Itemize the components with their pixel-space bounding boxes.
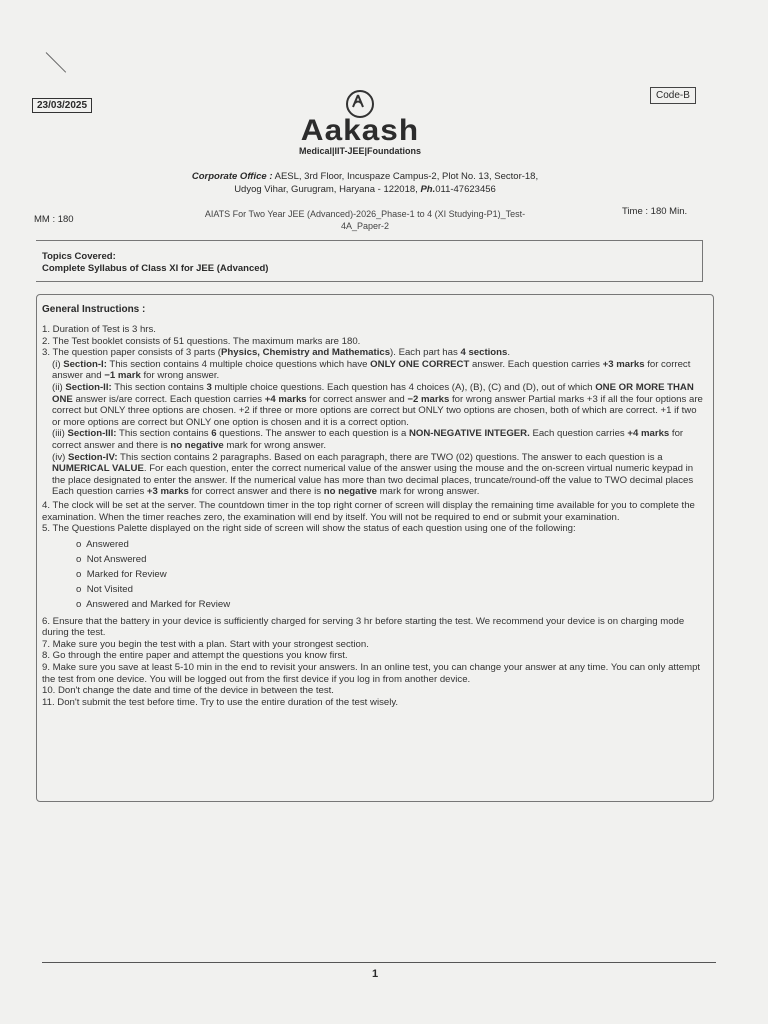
test-name-line2: 4A_Paper-2 [340, 221, 390, 231]
list-item: o Answered and Marked for Review [76, 598, 231, 610]
brand-tagline: Medical|IIT-JEE|Foundations [298, 146, 422, 156]
corporate-address-line1: AESL, 3rd Floor, Incuspaze Campus-2, Plot No. 13, Sector-18, [274, 171, 539, 182]
instruction-11: 11. Don't submit the test before time. Try to use the entire duration of the test wisely. [42, 696, 399, 708]
list-item: o Marked for Review [76, 568, 167, 580]
corporate-address [150, 170, 580, 196]
list-item: o Not Visited [76, 583, 133, 595]
scan-mark [46, 52, 67, 73]
brand-name: Aakash [300, 114, 420, 147]
instruction-2: 2. The Test booklet consists of 51 questions. The maximum marks are 180. [42, 335, 361, 347]
bullet-icon: o [76, 538, 82, 550]
section-4-info: (iv) Section-IV: This section contains 2 paragraphs. Based on each paragraph, there are TWO (02) questions. The answer to each question is a NUMERICAL VALUE. For each question, enter the correct numerical value of the answer using the mouse and the on-screen virtual numeric keypad in the place designated to enter the answer. If the numerical value has more than two decimal places, truncate/round-off the value to TWO decimal places Each question carries +3 marks for correct answer and there is no negative mark for wrong answer. [52, 451, 694, 498]
section-3-info: (iii) Section-III: This section contains 6 questions. The answer to each question is a NON-NEGATIVE INTEGER. Each question carries +4 marks for correct answer and there is no negative mark for wrong answer. [52, 428, 684, 451]
instructions-list [40, 324, 706, 708]
test-name [170, 208, 560, 232]
logo [280, 90, 440, 156]
topics-box [36, 240, 703, 282]
instruction-6: 6. Ensure that the battery in your device is sufficiently charged for serving 3 hr before starting the test. We recommend your device is on charging mode during the test. [42, 615, 685, 639]
corporate-label: Corporate Office : [191, 171, 273, 182]
date-box: 23/03/2025 [32, 98, 92, 113]
page-number: 1 [372, 968, 379, 980]
section-1-info: (i) Section-I: This section contains 4 multiple choice questions which have ONLY ONE CORRECT answer. Each question carries +3 marks for correct answer and −1 mark for wrong answer. [52, 358, 691, 382]
test-duration: Time : 180 Min. [622, 206, 688, 217]
instruction-3: 3. The question paper consists of 3 parts (Physics, Chemistry and Mathematics). Each part has 4 sections. [42, 347, 511, 359]
topics-label: Topics Covered: [42, 251, 116, 262]
instructions-title: General Instructions : [42, 304, 146, 315]
instruction-4: 4. The clock will be set at the server. The countdown timer in the top right corner of screen will display the remaining time available for you to complete the examination. When the timer reaches zero, the examination will end by itself. You will not be required to end or submit your examination. [42, 499, 695, 523]
corporate-address-line2: Udyog Vihar, Gurugram, Haryana - 122018, [234, 184, 418, 195]
max-marks: MM : 180 [34, 214, 74, 225]
instruction-5: 5. The Questions Palette displayed on the right side of screen will show the status of each question using one of the following: [42, 523, 576, 535]
instruction-1: 1. Duration of Test is 3 hrs. [42, 324, 156, 335]
instruction-7: 7. Make sure you begin the test with a plan. Start with your strongest section. [42, 638, 369, 650]
code-box: Code-B [650, 87, 696, 104]
instruction-9: 9. Make sure you save at least 5-10 min in the end to revisit your answers. In an online test, you can change your answer at any time. You can only attempt the test from one device. You will be logged out from the first device if you log in from another device. [42, 662, 701, 685]
bullet-icon: o [76, 568, 82, 580]
phone-number: 011-47623456 [435, 184, 496, 195]
list-item: o Not Answered [76, 553, 147, 565]
bullet-icon: o [76, 598, 82, 610]
topics-value: Complete Syllabus of Class XI for JEE (Advanced) [42, 263, 269, 274]
palette-status-list [40, 537, 706, 612]
footer-divider [42, 962, 716, 963]
instruction-8: 8. Go through the entire paper and attempt the questions you know first. [42, 650, 348, 662]
phone-label: Ph. [420, 184, 436, 195]
instruction-10: 10. Don't change the date and time of the device in between the test. [42, 685, 334, 697]
bullet-icon: o [76, 583, 82, 595]
test-name-line1: AIATS For Two Year JEE (Advanced)-2026_Phase-1 to 4 (XI Studying-P1)_Test- [204, 209, 526, 219]
list-item: o Answered [76, 538, 129, 550]
section-2-info: (ii) Section-II: This section contains 3 multiple choice questions. Each question has 4 choices (A), (B), (C) and (D), out of which ONE OR MORE THAN ONE answer is/are correct. Each question carries +4 marks for correct answer and −2 marks for wrong answer Partial marks +3 if all the four options are correct but ONLY three options are chosen. +2 if three or more options are correct but ONLY two options are chosen, both of which are correct. +1 if two or more options are correct but ONLY one option is chosen and it is a correct option. [52, 381, 703, 428]
bullet-icon: o [76, 553, 82, 565]
